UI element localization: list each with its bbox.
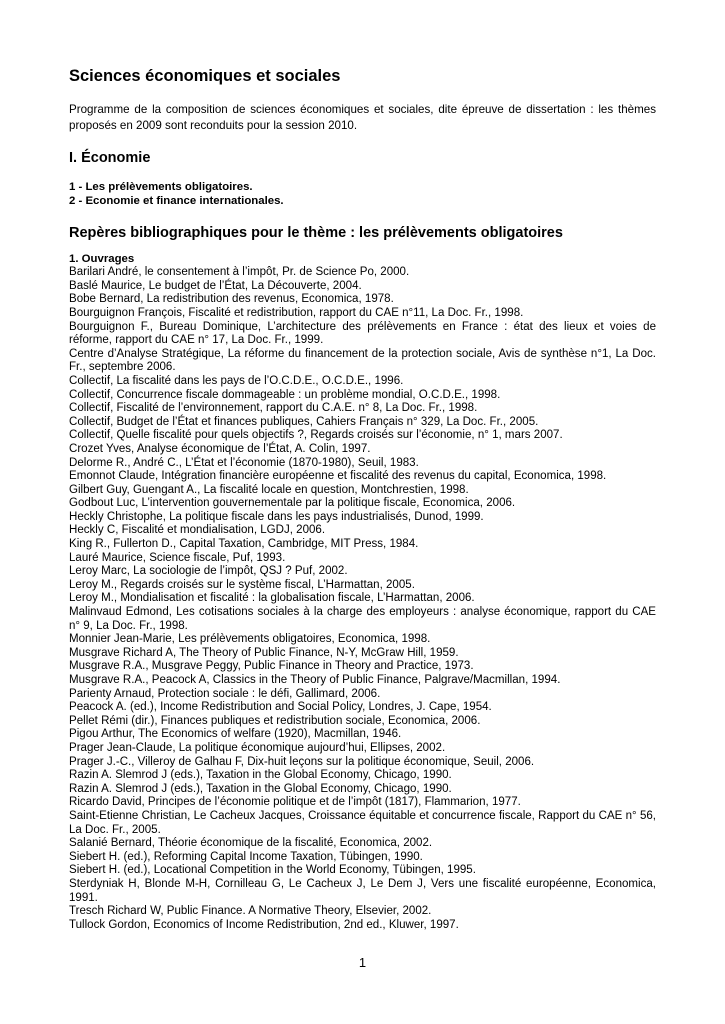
reference-item: Peacock A. (ed.), Income Redistribution and Social Policy, Londres, J. Cape, 1954.: [69, 701, 492, 714]
reference-item: Bobe Bernard, La redistribution des revenus, Economica, 1978.: [69, 293, 394, 306]
reference-item: Ricardo David, Principes de l’économie politique et de l’impôt (1817), Flammarion, 1977.: [69, 796, 521, 809]
reference-item: Musgrave R.A., Musgrave Peggy, Public Finance in Theory and Practice, 1973.: [69, 660, 474, 673]
reference-item: Collectif, Quelle fiscalité pour quels objectifs ?, Regards croisés sur l’économie, n° 1, mars 2007.: [69, 429, 563, 442]
reference-item: Razin A. Slemrod J (eds.), Taxation in the Global Economy, Chicago, 1990.: [69, 782, 452, 795]
reference-item: Emonnot Claude, Intégration financière européenne et fiscalité des revenus du capital, Economica, 1998.: [69, 470, 607, 483]
reference-item: Bourguignon François, Fiscalité et redistribution, rapport du CAE n°11, La Doc. Fr., 1998.: [69, 306, 524, 319]
page-title: Sciences économiques et sociales: [69, 67, 341, 85]
reference-item: Siebert H. (ed.), Reforming Capital Income Taxation, Tübingen, 1990.: [69, 850, 423, 863]
reference-item: Leroy Marc, La sociologie de l’impôt, QSJ ? Puf, 2002.: [69, 565, 348, 578]
reference-item: Monnier Jean-Marie, Les prélèvements obligatoires, Economica, 1998.: [69, 633, 431, 646]
reference-item: Collectif, Budget de l’État et finances publiques, Cahiers Français n° 329, La Doc. Fr., 2005.: [69, 415, 539, 428]
theme-item: 2 - Economie et finance internationales.: [69, 194, 284, 207]
references-list: [69, 266, 656, 932]
reference-item: Pellet Rémi (dir.), Finances publiques et redistribution sociale, Economica, 2006.: [69, 714, 481, 727]
themes-list: [69, 181, 656, 209]
reference-item: Musgrave Richard A, The Theory of Public Finance, N-Y, McGraw Hill, 1959.: [69, 646, 459, 659]
reference-item: Centre d’Analyse Stratégique, La réforme du financement de la protection sociale, Avis de synthèse n°1, La Doc. Fr., septembre 2006.: [69, 347, 656, 374]
reference-item: Delorme R., André C., L’État et l’économie (1870-1980), Seuil, 1983.: [69, 456, 419, 469]
document-page: [69, 64, 656, 932]
reference-item: Prager Jean-Claude, La politique économique aujourd’hui, Ellipses, 2002.: [69, 741, 446, 754]
reference-item: Heckly Christophe, La politique fiscale dans les pays industrialisés, Dunod, 1999.: [69, 510, 484, 523]
subsection-heading: 1. Ouvrages: [69, 252, 135, 265]
reference-item: Godbout Luc, L’intervention gouvernementale par la politique fiscale, Economica, 2006.: [69, 497, 516, 510]
reference-item: Lauré Maurice, Science fiscale, Puf, 1993.: [69, 551, 286, 564]
reference-item: Leroy M., Mondialisation et fiscalité : la globalisation fiscale, L’Harmattan, 2006.: [69, 592, 475, 605]
reference-item: Siebert H. (ed.), Locational Competition in the World Economy, Tübingen, 1995.: [69, 864, 476, 877]
reference-item: Musgrave R.A., Peacock A, Classics in the Theory of Public Finance, Palgrave/Macmillan, 1994.: [69, 674, 561, 686]
reference-item: Razin A. Slemrod J (eds.), Taxation in the Global Economy, Chicago, 1990.: [69, 769, 452, 782]
reference-item: Collectif, La fiscalité dans les pays de l’O.C.D.E., O.C.D.E., 1996.: [69, 374, 404, 387]
reference-item: Leroy M., Regards croisés sur le système fiscal, L’Harmattan, 2005.: [69, 578, 415, 591]
reference-item: Parienty Arnaud, Protection sociale : le défi, Gallimard, 2006.: [69, 687, 381, 700]
reference-item: Collectif, Fiscalité de l’environnement, rapport du C.A.E. n° 8, La Doc. Fr., 1998.: [69, 402, 478, 415]
bibliography-heading: Repères bibliographiques pour le thème : les prélèvements obligatoires: [69, 224, 563, 241]
reference-item: Heckly C, Fiscalité et mondialisation, LGDJ, 2006.: [69, 524, 326, 537]
reference-item: Pigou Arthur, The Economics of welfare (1920), Macmillan, 1946.: [69, 728, 402, 741]
theme-item: 1 - Les prélèvements obligatoires.: [69, 181, 253, 193]
reference-item: Bourguignon F., Bureau Dominique, L’architecture des prélèvements en France : état des lieux et voies de réforme, rapport du CAE n° 17, La Doc. Fr., 1999.: [69, 320, 656, 347]
reference-item: King R., Fullerton D., Capital Taxation, Cambridge, MIT Press, 1984.: [69, 538, 419, 551]
reference-item: Crozet Yves, Analyse économique de l’État, A. Colin, 1997.: [69, 442, 371, 455]
reference-item: Barilari André, le consentement à l’impôt, Pr. de Science Po, 2000.: [69, 266, 410, 279]
intro-paragraph: Programme de la composition de sciences économiques et sociales, dite épreuve de dissertation : les thèmes proposés en 2009 sont reconduits pour la session 2010.: [69, 103, 656, 132]
reference-item: Prager J.-C., Villeroy de Galhau F, Dix-huit leçons sur la politique économique, Seuil, 2006.: [69, 755, 535, 768]
reference-item: Tresch Richard W, Public Finance. A Normative Theory, Elsevier, 2002.: [69, 905, 432, 918]
reference-item: Malinvaud Edmond, Les cotisations sociales à la charge des employeurs : analyse économique, rapport du CAE n° 9, La Doc. Fr., 1998.: [69, 606, 656, 632]
reference-item: Tullock Gordon, Economics of Income Redistribution, 2nd ed., Kluwer, 1997.: [69, 918, 459, 931]
reference-item: Collectif, Concurrence fiscale dommageable : un problème mondial, O.C.D.E., 1998.: [69, 388, 501, 401]
reference-item: Baslé Maurice, Le budget de l’État, La Découverte, 2004.: [69, 279, 362, 292]
page-number: 1: [358, 955, 367, 970]
reference-item: Saint-Etienne Christian, Le Cacheux Jacques, Croissance équitable et concurrence fiscale, Rapport du CAE n° 56, La Doc. Fr., 2005.: [69, 809, 656, 836]
reference-item: Sterdyniak H, Blonde M-H, Cornilleau G, Le Cacheux J, Le Dem J, Vers une fiscalité européenne, Economica, 1991.: [69, 877, 656, 904]
reference-item: Salanié Bernard, Théorie économique de la fiscalité, Economica, 2002.: [69, 837, 433, 850]
reference-item: Gilbert Guy, Guengant A., La fiscalité locale en question, Montchrestien, 1998.: [69, 483, 469, 496]
section-heading: I. Économie: [69, 150, 151, 166]
